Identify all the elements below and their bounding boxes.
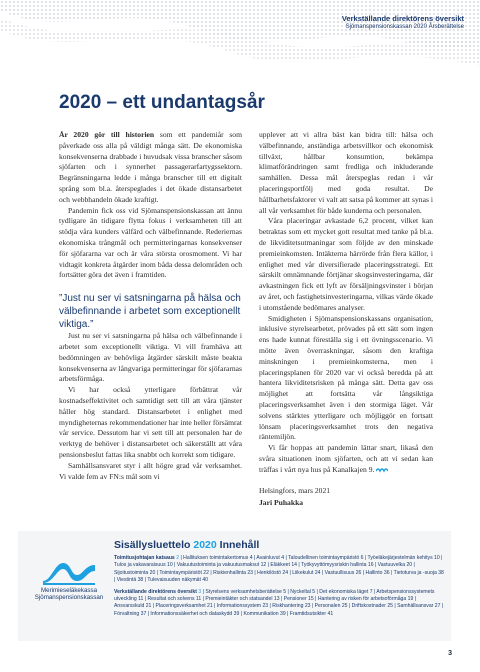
toc-section-sv [114, 589, 444, 619]
left-paragraph-4: Vi har också ytterligare förbättrat vår kostnadseffektivitet och samtidigt sett till att våra tjänster håller hög standard. Distansarbetet i enlighet med myndigheternas rekommendationer har inte heller försämrat vår service. Dessutom har vi sett till att personalen har de verktyg de behöver i distansarbetet och säkerställt att våra pensionsbeslut fattas lika snabbt och korrekt som tidigare. [59, 385, 242, 459]
pull-quote: ”Just nu ser vi satsningarna på hälsa och välbefinnande i arbetet som exceptionellt viktiga.” [59, 293, 241, 331]
left-paragraph-2: Pandemin fick oss vid Sjömanspensionskassan att ännu tydligare än tidigare flytta fokus i verksamheten till att stödja våra kunders välfärd och välbefinnande. Rederiernas ekonomiska trångmål och permitteringarnas konsekvenser för sjöfararna var och är våra största orosmoment. Vi har vidtagit konkreta åtgärder inom båda dessa delområden och fortsätter göra det även i framtiden. [59, 205, 242, 280]
waves-logo-icon [41, 557, 97, 585]
toc-title-year: 2020 [193, 539, 217, 551]
toc-box [18, 531, 451, 641]
left-paragraph-1 [59, 130, 242, 206]
header-text [342, 14, 464, 30]
right-paragraph-3: Smidigheten i Sjömanspensionskassans organisation, inklusive styrelsearbetet, prövades på ett sätt som ingen ens hade kunnat föreställa sig i ett övningsscenario. Vi mötte även överraskningar, såsom den kraftiga minskningen i premieinkomsterna, men i placeringsplanen för 2020 var vi också beredda på att hantera likviditetsrisken på många sätt. Detta gav oss möjlighet att fortsätta vår långsiktiga placeringsverksamhet även i den stormiga läget. Vår solvens stärktes ytterligare och möjliggör en fortsatt lönsam placeringsverksamhet trots den negativa räntemiljön. [259, 313, 433, 442]
article-title: 2020 – ett undantagsår [59, 92, 265, 113]
toc-section-sv-head[interactable]: Verkställande direktörens översikt [114, 588, 197, 595]
signoff-place: Helsingfors, mars 2021 [259, 485, 331, 495]
right-column [259, 130, 433, 509]
logo-text-sv: Sjömanspensionskassan [34, 594, 104, 601]
left-column [59, 130, 242, 482]
toc-section-sv-body: | Styrelsens verksamhetsberättelse 5 | Nyckeltal 5 | Det ekonomiska läget 7 | Arbetspensionssystemets utveckling 11 | Resultat och solvens 11 | Premieintäkter och statsandel 13 | Pensioner 15 | Hantering av risken för arbetsoförmåga 19 | Ansvarsskuld 21 | Placeringsverksamhet 21 | Informationssystem 23 | Riskhantering 23 | Personalen 25 | Driftskostnader 25 | Samhällsansvar 27 | Förvaltning 37 | Informationssäkerhet och dataskydd 39 | Kommunikation 39 | Framtidsutsikter 41 [114, 588, 444, 617]
signoff-name: Jari Puhakka [259, 498, 304, 508]
lead-in: År 2020 gör till historien [59, 130, 155, 139]
right-paragraph-4-text: Vi får hoppas att pandemin lättar snart, likaså den svåra situationen inom sjöfarten, och att vi sedan kan träffas i vårt nya hus på Kanalkajen 9. [259, 443, 433, 474]
right-paragraph-2: Våra placeringar avkastade 6,2 procent, vilket kan betraktas som ett mycket gott resultat med tanke på bl.a. de likviditetsutmaningar som följde av den minskade premieinkomsten. Intäkterna härrörde från flera källor, i enlighet med vår diversifierade placeringsstrategi. Ett särskilt omnämnande förtjänar skogsinvesteringarna, där avkastningen fick ett lyft av försäljningsvinster i början av året, och fastighetsinvesteringarna, vilkas värde ökade i utomstående bedömares analyser. [259, 216, 433, 312]
wave-mark-icon [376, 466, 388, 473]
left-paragraph-5: Samhällsansvaret styr i allt högre grad vår verksamhet. Vi valde fem av FN:s mål som vi [59, 460, 242, 481]
toc-section-fi-body: | Hallituksen toimintakertomus 4 | Avainluvut 4 | Taloudellinen toimintaympäristö 6 | Työeläkejärjestelmän kehitys 10 | Tulos ja vakavaraisuus 10 | Vakuutustoiminta ja vakuutusmaksut 12 | Eläkkeet 14 | Työkyvyttömyysriskin hallinta 16 | Vastuuvelka 20 | Sijoitustoiminta 20 | Toimintaympäristöt 22 | Riskienhallinta 23 | Henkilöstö 24 | Liikekulut 24 | Vastuullisuus 26 | Hallinto 36 | Tietoturva ja -suoja 38 | Viestintä 38 | Tulevaisuuden näkymät 40 [114, 555, 444, 584]
toc-section-fi [114, 555, 444, 585]
logo-text-fi: Merimieseläkekassa [40, 587, 98, 594]
toc-section-fi-num: 2 [176, 555, 180, 561]
page-number: 3 [448, 650, 452, 657]
header-title: Verkställande direktörens översikt [341, 14, 464, 23]
toc-title [114, 539, 259, 551]
toc-body [114, 555, 444, 622]
left-paragraph-1-text: som ett pandemiår som påverkade oss alla på väldigt många sätt. De ekonomiska konsekvenserna drabbade i huvudsak vissa branscher såsom sjöfarten och i synnerhet passagerarfartygssektorn. Begränsningarna ledde i många branscher till ett digitalt språng som bl.a. återspeglades i det ökade distansarbetet och webbhandeln ökade kraftigt. [59, 130, 242, 204]
dotted-wave-pattern-icon [0, 0, 480, 84]
toc-section-sv-num: 3 [198, 588, 202, 595]
header-band [0, 0, 480, 84]
right-paragraph-1: upplever att vi allra bäst kan bidra till: hälsa och välbefinnande, anständiga arbetsvillkor och ekonomisk tillväxt, hållbar konsumtion, bekämpa klimatförändringen samt fredliga och inkluderande samhällen. Dessa mål återspeglas redan i vår placeringsportfölj med goda resultat. De hållbarhetsfaktorer vi valt att satsa på kommer att synas i all vår verksamhet för både kunderna och personalen. [259, 130, 433, 215]
toc-section-fi-head[interactable]: Toimitusjohtajan katsaus [114, 555, 175, 561]
toc-title-suffix: Innehåll [219, 539, 260, 551]
signoff [259, 486, 433, 510]
toc-title-prefix: Sisällysluettelo [114, 539, 191, 551]
right-paragraph-4 [259, 443, 433, 475]
logo [28, 557, 110, 601]
header-subtitle: Sjömanspensionskassan 2020 Årsberättelse [345, 24, 464, 30]
left-paragraph-3: Just nu ser vi satsningarna på hälsa och välbefinnande i arbetet som exceptionellt viktiga. Vi vill framhäva att bedömningen av behövliga åtgärder särskilt måste beakta konsekvenserna av långvariga permitteringar för sjöfararnas arbetsförmåga. [59, 331, 242, 384]
